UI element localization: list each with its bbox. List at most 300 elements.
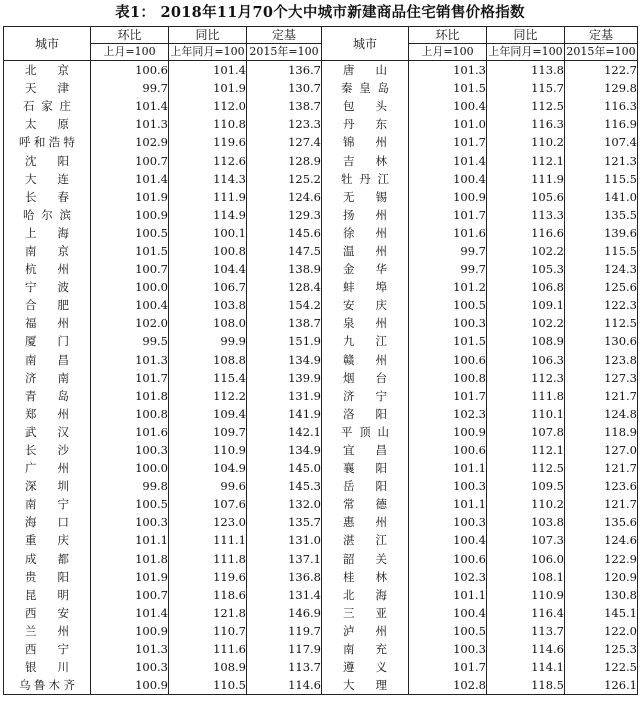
city-name-cell xyxy=(4,224,91,242)
yoy-value-cell: 113.8 xyxy=(487,61,565,80)
mom-value-cell: 100.3 xyxy=(409,513,487,531)
table-title: 表1： 2018年11月70个大中城市新建商品住宅销售价格指数 xyxy=(115,4,525,21)
table-row xyxy=(4,97,638,115)
city-name-cell xyxy=(322,61,409,80)
city-name: 厦门 xyxy=(25,334,69,349)
city-name-cell xyxy=(4,206,91,224)
mom-value-cell: 100.0 xyxy=(91,278,169,296)
city-name-cell xyxy=(4,550,91,568)
base-value-cell: 137.1 xyxy=(247,550,322,568)
base-value-cell: 118.9 xyxy=(565,423,638,441)
table-row xyxy=(4,531,638,549)
city-name-cell xyxy=(4,97,91,115)
base-value-cell: 135.7 xyxy=(247,513,322,531)
mom-value-cell: 101.5 xyxy=(91,242,169,260)
base-value-cell: 141.0 xyxy=(565,188,638,206)
mom-value-cell: 101.7 xyxy=(409,658,487,676)
mom-value-cell: 101.7 xyxy=(409,206,487,224)
city-name-cell xyxy=(4,351,91,369)
base-value-cell: 116.9 xyxy=(565,115,638,133)
mom-value-cell: 101.7 xyxy=(409,387,487,405)
yoy-value-cell: 106.8 xyxy=(487,278,565,296)
base-value-cell: 131.4 xyxy=(247,586,322,604)
city-name: 广州 xyxy=(25,461,69,476)
base-value-cell: 132.0 xyxy=(247,495,322,513)
city-name-cell xyxy=(322,405,409,423)
base-value-cell: 113.7 xyxy=(247,658,322,676)
base-value-cell: 125.6 xyxy=(565,278,638,296)
city-name: 上海 xyxy=(25,225,69,240)
city-column-header-right: 城市 xyxy=(322,27,409,61)
mom-value-cell: 100.7 xyxy=(91,586,169,604)
yoy-value-cell: 99.9 xyxy=(169,332,247,350)
table-row xyxy=(4,170,638,188)
mom-value-cell: 100.4 xyxy=(91,296,169,314)
base-value-cell: 130.6 xyxy=(565,332,638,350)
city-name: 北海 xyxy=(343,587,387,602)
base-value-cell: 147.5 xyxy=(247,242,322,260)
mom-value-cell: 100.6 xyxy=(409,441,487,459)
table-row xyxy=(4,387,638,405)
base-value-cell: 131.0 xyxy=(247,531,322,549)
base-value-cell: 130.8 xyxy=(565,586,638,604)
yoy-value-cell: 118.6 xyxy=(169,586,247,604)
table-row xyxy=(4,441,638,459)
table-row xyxy=(4,622,638,640)
mom-value-cell: 101.2 xyxy=(409,278,487,296)
yoy-value-cell: 108.0 xyxy=(169,314,247,332)
yoy-value-cell: 111.8 xyxy=(487,387,565,405)
base-value-cell: 145.1 xyxy=(565,604,638,622)
table-row xyxy=(4,477,638,495)
yoy-value-cell: 121.8 xyxy=(169,604,247,622)
mom-subheader-right: 上月=100 xyxy=(409,44,487,61)
yoy-value-cell: 112.5 xyxy=(487,97,565,115)
table-row xyxy=(4,278,638,296)
yoy-value-cell: 112.1 xyxy=(487,441,565,459)
city-name-cell xyxy=(322,622,409,640)
city-name: 宜昌 xyxy=(343,443,387,458)
mom-value-cell: 101.3 xyxy=(91,640,169,658)
city-name: 三亚 xyxy=(343,605,387,620)
base-value-cell: 136.8 xyxy=(247,568,322,586)
city-name: 哈尔滨 xyxy=(23,207,71,222)
mom-value-cell: 101.6 xyxy=(91,423,169,441)
mom-value-cell: 99.7 xyxy=(409,242,487,260)
yoy-value-cell: 101.4 xyxy=(169,61,247,80)
city-name: 呼和浩特 xyxy=(19,135,75,150)
table-row xyxy=(4,513,638,531)
base-value-cell: 121.3 xyxy=(565,151,638,169)
mom-value-cell: 100.3 xyxy=(91,513,169,531)
yoy-value-cell: 123.0 xyxy=(169,513,247,531)
yoy-value-cell: 115.7 xyxy=(487,79,565,97)
city-name: 银川 xyxy=(25,660,69,675)
base-value-cell: 121.7 xyxy=(565,387,638,405)
table-row xyxy=(4,115,638,133)
base-value-cell: 135.5 xyxy=(565,206,638,224)
city-name-cell xyxy=(322,206,409,224)
table-row xyxy=(4,242,638,260)
mom-value-cell: 101.8 xyxy=(91,387,169,405)
city-name: 秦皇岛 xyxy=(341,81,389,96)
base-value-cell: 129.8 xyxy=(565,79,638,97)
city-name: 深圳 xyxy=(25,479,69,494)
yoy-value-cell: 105.6 xyxy=(487,188,565,206)
price-index-table xyxy=(3,26,638,695)
mom-value-cell: 101.1 xyxy=(409,459,487,477)
mom-value-cell: 101.3 xyxy=(91,351,169,369)
yoy-value-cell: 104.4 xyxy=(169,260,247,278)
city-name-cell xyxy=(322,658,409,676)
table-row xyxy=(4,351,638,369)
base-value-cell: 138.7 xyxy=(247,97,322,115)
header-row-1 xyxy=(4,27,638,44)
base-value-cell: 154.2 xyxy=(247,296,322,314)
yoy-value-cell: 115.4 xyxy=(169,369,247,387)
mom-value-cell: 100.4 xyxy=(409,604,487,622)
table-row xyxy=(4,658,638,676)
mom-value-cell: 101.6 xyxy=(409,224,487,242)
yoy-value-cell: 111.9 xyxy=(169,188,247,206)
city-name: 石家庄 xyxy=(23,99,71,114)
mom-value-cell: 101.7 xyxy=(409,133,487,151)
city-name-cell xyxy=(4,459,91,477)
table-row xyxy=(4,260,638,278)
city-name: 贵阳 xyxy=(25,569,69,584)
base-value-cell: 115.5 xyxy=(565,242,638,260)
city-name: 吉林 xyxy=(343,153,387,168)
city-name-cell xyxy=(4,405,91,423)
city-name-cell xyxy=(4,676,91,695)
mom-value-cell: 100.5 xyxy=(91,224,169,242)
city-name-cell xyxy=(322,115,409,133)
yoy-value-cell: 109.7 xyxy=(169,423,247,441)
city-name-cell xyxy=(4,513,91,531)
city-name-cell xyxy=(322,387,409,405)
yoy-value-cell: 111.6 xyxy=(169,640,247,658)
mom-value-cell: 99.8 xyxy=(91,477,169,495)
mom-value-cell: 99.7 xyxy=(91,79,169,97)
city-name: 烟台 xyxy=(343,370,387,385)
city-name-cell xyxy=(4,586,91,604)
city-name-cell xyxy=(322,133,409,151)
base-value-cell: 122.7 xyxy=(565,61,638,80)
city-name-cell xyxy=(4,296,91,314)
yoy-value-cell: 110.1 xyxy=(487,405,565,423)
mom-value-cell: 101.0 xyxy=(409,115,487,133)
city-name: 常德 xyxy=(343,497,387,512)
table-row xyxy=(4,550,638,568)
yoy-value-cell: 113.7 xyxy=(487,622,565,640)
city-name-cell xyxy=(322,459,409,477)
base-value-cell: 130.7 xyxy=(247,79,322,97)
mom-value-cell: 100.3 xyxy=(409,477,487,495)
city-name: 岳阳 xyxy=(343,479,387,494)
city-name: 成都 xyxy=(25,551,69,566)
city-name: 徐州 xyxy=(343,225,387,240)
city-name: 合肥 xyxy=(25,298,69,313)
city-name-cell xyxy=(4,640,91,658)
mom-value-cell: 100.3 xyxy=(91,441,169,459)
city-name-cell xyxy=(4,115,91,133)
city-name-cell xyxy=(322,224,409,242)
city-name-cell xyxy=(322,296,409,314)
mom-value-cell: 102.0 xyxy=(91,314,169,332)
city-name: 牡丹江 xyxy=(341,171,389,186)
mom-value-cell: 101.1 xyxy=(91,531,169,549)
base-value-cell: 123.6 xyxy=(565,477,638,495)
base-value-cell: 134.9 xyxy=(247,351,322,369)
city-name: 西安 xyxy=(25,605,69,620)
city-name-cell xyxy=(322,188,409,206)
city-name-cell xyxy=(4,622,91,640)
city-name-cell xyxy=(322,314,409,332)
city-name: 九江 xyxy=(343,334,387,349)
base-value-cell: 122.0 xyxy=(565,622,638,640)
city-name: 遵义 xyxy=(343,660,387,675)
yoy-value-cell: 108.8 xyxy=(169,351,247,369)
city-name: 太原 xyxy=(25,117,69,132)
base-value-cell: 151.9 xyxy=(247,332,322,350)
base-value-cell: 142.1 xyxy=(247,423,322,441)
city-name: 襄阳 xyxy=(343,461,387,476)
city-name-cell xyxy=(322,495,409,513)
mom-value-cell: 100.4 xyxy=(409,170,487,188)
city-name: 天津 xyxy=(25,81,69,96)
table-row xyxy=(4,61,638,80)
city-name-cell xyxy=(322,477,409,495)
city-name: 南昌 xyxy=(25,352,69,367)
city-name-cell xyxy=(4,369,91,387)
table-row xyxy=(4,206,638,224)
city-name-cell xyxy=(322,351,409,369)
mom-value-cell: 101.4 xyxy=(91,604,169,622)
mom-value-cell: 100.9 xyxy=(91,676,169,695)
city-name: 桂林 xyxy=(343,569,387,584)
city-name-cell xyxy=(4,314,91,332)
yoy-value-cell: 105.3 xyxy=(487,260,565,278)
city-name: 金华 xyxy=(343,262,387,277)
mom-value-cell: 101.5 xyxy=(409,79,487,97)
city-name: 北京 xyxy=(25,63,69,78)
base-value-cell: 124.6 xyxy=(247,188,322,206)
city-name: 包头 xyxy=(343,99,387,114)
mom-value-cell: 100.8 xyxy=(409,369,487,387)
city-name-cell xyxy=(322,170,409,188)
mom-value-cell: 102.8 xyxy=(409,676,487,695)
city-name: 赣州 xyxy=(343,352,387,367)
city-name-cell xyxy=(322,151,409,169)
city-name-cell xyxy=(322,260,409,278)
mom-value-cell: 100.9 xyxy=(409,423,487,441)
yoy-value-cell: 108.9 xyxy=(169,658,247,676)
table-row xyxy=(4,133,638,151)
city-name: 唐山 xyxy=(343,63,387,78)
yoy-value-cell: 113.3 xyxy=(487,206,565,224)
city-name: 海口 xyxy=(25,515,69,530)
yoy-value-cell: 103.8 xyxy=(487,513,565,531)
yoy-value-cell: 110.9 xyxy=(487,586,565,604)
city-name: 扬州 xyxy=(343,207,387,222)
yoy-subheader-right: 上年同月=100 xyxy=(487,44,565,61)
city-name-cell xyxy=(322,369,409,387)
base-value-cell: 119.7 xyxy=(247,622,322,640)
mom-value-cell: 100.9 xyxy=(91,622,169,640)
table-row xyxy=(4,640,638,658)
yoy-value-cell: 102.2 xyxy=(487,314,565,332)
mom-value-cell: 99.5 xyxy=(91,332,169,350)
city-name: 洛阳 xyxy=(343,406,387,421)
yoy-value-cell: 106.0 xyxy=(487,550,565,568)
city-name-cell xyxy=(4,61,91,80)
table-row xyxy=(4,224,638,242)
base-value-cell: 121.7 xyxy=(565,495,638,513)
mom-value-cell: 100.0 xyxy=(91,459,169,477)
mom-value-cell: 100.3 xyxy=(409,314,487,332)
table-row xyxy=(4,369,638,387)
table-row xyxy=(4,332,638,350)
base-value-cell: 115.5 xyxy=(565,170,638,188)
city-name: 兰州 xyxy=(25,623,69,638)
base-value-cell: 117.9 xyxy=(247,640,322,658)
city-column-header: 城市 xyxy=(4,27,91,61)
city-name: 泉州 xyxy=(343,316,387,331)
base-column-header-right: 定基 xyxy=(565,27,638,44)
city-name-cell xyxy=(4,658,91,676)
base-value-cell: 123.8 xyxy=(565,351,638,369)
mom-value-cell: 100.6 xyxy=(91,61,169,80)
city-name: 重庆 xyxy=(25,533,69,548)
mom-value-cell: 102.9 xyxy=(91,133,169,151)
mom-value-cell: 101.4 xyxy=(91,170,169,188)
yoy-value-cell: 100.8 xyxy=(169,242,247,260)
yoy-value-cell: 110.2 xyxy=(487,133,565,151)
city-name-cell xyxy=(322,676,409,695)
yoy-value-cell: 112.2 xyxy=(169,387,247,405)
yoy-value-cell: 108.9 xyxy=(487,332,565,350)
yoy-column-header-right: 同比 xyxy=(487,27,565,44)
city-name-cell xyxy=(322,79,409,97)
mom-value-cell: 100.6 xyxy=(409,550,487,568)
city-name: 湛江 xyxy=(343,533,387,548)
yoy-value-cell: 114.9 xyxy=(169,206,247,224)
city-name-cell xyxy=(322,531,409,549)
base-column-header: 定基 xyxy=(247,27,322,44)
mom-subheader: 上月=100 xyxy=(91,44,169,61)
city-name: 韶关 xyxy=(343,551,387,566)
mom-value-cell: 100.4 xyxy=(409,531,487,549)
mom-value-cell: 100.6 xyxy=(409,351,487,369)
yoy-value-cell: 110.7 xyxy=(169,622,247,640)
base-value-cell: 134.9 xyxy=(247,441,322,459)
base-value-cell: 139.9 xyxy=(247,369,322,387)
city-name: 平顶山 xyxy=(341,424,389,439)
mom-column-header-right: 环比 xyxy=(409,27,487,44)
city-name-cell xyxy=(4,79,91,97)
yoy-value-cell: 102.2 xyxy=(487,242,565,260)
city-name-cell xyxy=(322,441,409,459)
mom-value-cell: 100.5 xyxy=(409,296,487,314)
base-value-cell: 128.9 xyxy=(247,151,322,169)
city-name: 温州 xyxy=(343,243,387,258)
base-value-cell: 135.6 xyxy=(565,513,638,531)
table-row xyxy=(4,151,638,169)
mom-value-cell: 100.5 xyxy=(91,495,169,513)
base-value-cell: 122.3 xyxy=(565,296,638,314)
yoy-value-cell: 112.3 xyxy=(487,369,565,387)
yoy-value-cell: 107.6 xyxy=(169,495,247,513)
yoy-value-cell: 111.1 xyxy=(169,531,247,549)
yoy-value-cell: 111.8 xyxy=(169,550,247,568)
city-name-cell xyxy=(4,242,91,260)
base-value-cell: 127.0 xyxy=(565,441,638,459)
yoy-column-header: 同比 xyxy=(169,27,247,44)
city-name-cell xyxy=(4,441,91,459)
table-row xyxy=(4,79,638,97)
base-value-cell: 145.0 xyxy=(247,459,322,477)
mom-value-cell: 100.7 xyxy=(91,151,169,169)
yoy-value-cell: 107.8 xyxy=(487,423,565,441)
city-name-cell xyxy=(4,278,91,296)
city-name-cell xyxy=(4,188,91,206)
yoy-value-cell: 119.6 xyxy=(169,568,247,586)
base-value-cell: 107.4 xyxy=(565,133,638,151)
mom-value-cell: 100.8 xyxy=(91,405,169,423)
base-value-cell: 139.6 xyxy=(565,224,638,242)
base-value-cell: 146.9 xyxy=(247,604,322,622)
base-value-cell: 136.7 xyxy=(247,61,322,80)
yoy-value-cell: 116.6 xyxy=(487,224,565,242)
city-name: 乌鲁木齐 xyxy=(19,678,75,693)
table-row xyxy=(4,405,638,423)
base-value-cell: 131.9 xyxy=(247,387,322,405)
yoy-value-cell: 112.6 xyxy=(169,151,247,169)
base-value-cell: 125.2 xyxy=(247,170,322,188)
yoy-value-cell: 110.8 xyxy=(169,115,247,133)
base-value-cell: 126.1 xyxy=(565,676,638,695)
yoy-value-cell: 114.1 xyxy=(487,658,565,676)
base-value-cell: 145.6 xyxy=(247,224,322,242)
mom-value-cell: 102.3 xyxy=(409,405,487,423)
city-name: 南宁 xyxy=(25,497,69,512)
city-name: 杭州 xyxy=(25,262,69,277)
base-value-cell: 124.8 xyxy=(565,405,638,423)
yoy-value-cell: 114.6 xyxy=(487,640,565,658)
city-name: 昆明 xyxy=(25,587,69,602)
mom-value-cell: 100.7 xyxy=(91,260,169,278)
yoy-value-cell: 112.5 xyxy=(487,459,565,477)
city-name: 南京 xyxy=(25,243,69,258)
city-name: 泸州 xyxy=(343,623,387,638)
city-name: 安庆 xyxy=(343,298,387,313)
city-name-cell xyxy=(4,260,91,278)
city-name: 惠州 xyxy=(343,515,387,530)
yoy-subheader: 上年同月=100 xyxy=(169,44,247,61)
mom-value-cell: 101.3 xyxy=(409,61,487,80)
yoy-value-cell: 109.1 xyxy=(487,296,565,314)
base-value-cell: 124.3 xyxy=(565,260,638,278)
yoy-value-cell: 114.3 xyxy=(169,170,247,188)
mom-value-cell: 101.1 xyxy=(409,495,487,513)
city-name: 锦州 xyxy=(343,135,387,150)
base-value-cell: 124.6 xyxy=(565,531,638,549)
base-value-cell: 127.3 xyxy=(565,369,638,387)
base-value-cell: 145.3 xyxy=(247,477,322,495)
city-name: 无锡 xyxy=(343,189,387,204)
city-name-cell xyxy=(4,170,91,188)
yoy-value-cell: 112.0 xyxy=(169,97,247,115)
